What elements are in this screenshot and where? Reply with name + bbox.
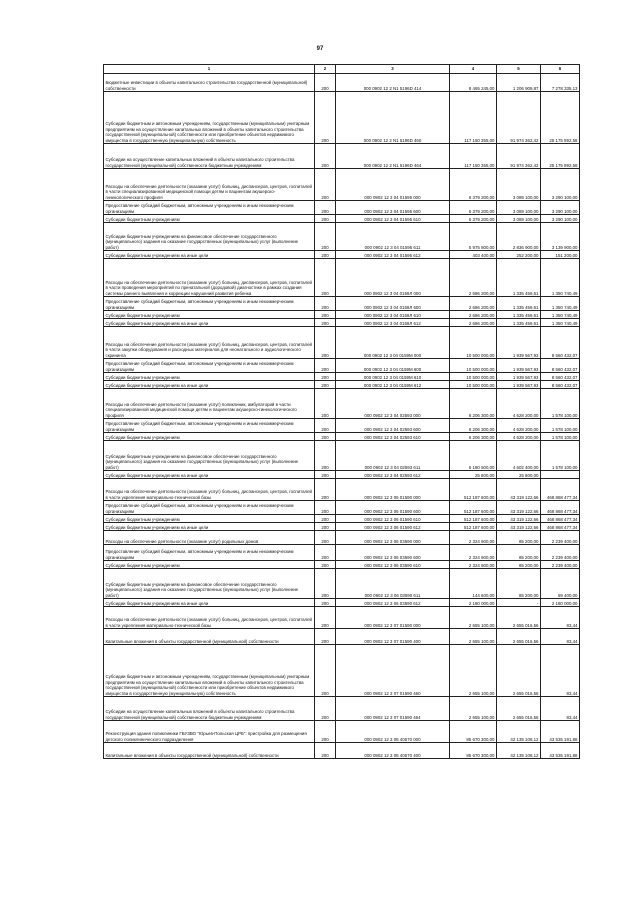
- row-unexecuted-cell: 468 868 477,34: [541, 523, 580, 531]
- row-executed-cell: 85 200,00: [497, 531, 541, 545]
- row-executed-cell: 2 836 900,00: [497, 223, 541, 251]
- row-name-cell: Предоставление субсидий бюджетным, автономным учреждениям и иным некоммерческим организациям: [104, 201, 315, 215]
- row-unexecuted-cell: 1 578 100,00: [541, 441, 580, 471]
- table-row: [104, 389, 580, 419]
- row-budget-code-cell: 000 0902 12 3 06 03590 611: [336, 569, 450, 599]
- row-budget-code-cell: 000 0902 12 3 04 0159Л 000: [336, 259, 450, 297]
- table-row: [104, 297, 580, 311]
- row-line-code-cell: 200: [315, 92, 336, 144]
- row-executed-cell: 43 319 122,66: [497, 479, 541, 501]
- row-name-cell: Субсидии бюджетным учреждениям на финансовое обеспечение государственного (муниципального) задания на оказание государственных (муниципальных) услуг (выполнение работ): [104, 441, 315, 471]
- row-budget-code-cell: 000 0902 12 2 N1 5196D 460: [336, 92, 450, 144]
- row-line-code-cell: 200: [315, 743, 336, 759]
- row-budget-code-cell: 000 0902 12 3 04 0159Л 610: [336, 311, 450, 319]
- row-name-cell: Субсидии на осуществление капитальных вложений в объекты капитального строительства государственной (муниципальной) собственности бюджетным учреждениям: [104, 144, 315, 169]
- row-name-cell: Расходы на обеспечение деятельности (оказание услуг) больниц, диспансеров, центров, госпиталей в части закупки оборудования и расходных материалов для неонатального и аудиологического скрининга: [104, 327, 315, 359]
- row-approved-cell: 6 206 300,00: [450, 389, 497, 419]
- row-budget-code-cell: 000 0902 12 3 06 01590 000: [336, 479, 450, 501]
- row-name-cell: Капитальные вложения в объекты государственной (муниципальной) собственности: [104, 743, 315, 759]
- column-5-header: 5: [497, 65, 541, 74]
- row-executed-cell: 4 602 400,00: [497, 441, 541, 471]
- row-budget-code-cell: 000 0902 12 3 06 03590 600: [336, 545, 450, 561]
- row-executed-cell: 1 939 567,93: [497, 381, 541, 389]
- row-unexecuted-cell: 83,44: [541, 697, 580, 721]
- row-budget-code-cell: 000 0902 12 3 04 01595 600: [336, 201, 450, 215]
- row-approved-cell: 144 600,00: [450, 569, 497, 599]
- column-6-header: 6: [541, 65, 580, 74]
- row-executed-cell: 252 200,00: [497, 251, 541, 259]
- row-budget-code-cell: 000 0902 12 3 04 0159М 610: [336, 373, 450, 381]
- row-approved-cell: 403 400,00: [450, 251, 497, 259]
- row-line-code-cell: 200: [315, 607, 336, 629]
- table-header: [104, 65, 580, 74]
- table-row: [104, 201, 580, 215]
- row-unexecuted-cell: 468 868 477,34: [541, 501, 580, 515]
- row-approved-cell: 2 655 100,00: [450, 697, 497, 721]
- row-budget-code-cell: 000 0902 12 2 N1 5196D 464: [336, 144, 450, 169]
- row-unexecuted-cell: 3 290 100,00: [541, 215, 580, 223]
- row-approved-cell: 85 670 300,00: [450, 743, 497, 759]
- row-budget-code-cell: 000 0902 12 3 06 03590 000: [336, 531, 450, 545]
- row-budget-code-cell: 000 0902 12 3 04 01595 000: [336, 169, 450, 201]
- row-executed-cell: 43 319 122,66: [497, 501, 541, 515]
- row-name-cell: Субсидии бюджетным учреждениям на финансовое обеспечение государственного (муниципального) задания на оказание государственных (муниципальных) услуг (выполнение работ): [104, 223, 315, 251]
- row-line-code-cell: 200: [315, 531, 336, 545]
- row-budget-code-cell: 000 0902 12 3 04 02593 611: [336, 441, 450, 471]
- row-executed-cell: 1 335 459,51: [497, 311, 541, 319]
- row-unexecuted-cell: 83,44: [541, 607, 580, 629]
- row-name-cell: Субсидии бюджетным учреждениям: [104, 215, 315, 223]
- row-name-cell: Бюджетные инвестиции в объекты капитального строительства государственной (муниципальной) собственности: [104, 74, 315, 92]
- row-approved-cell: 2 324 600,00: [450, 545, 497, 561]
- table-row: [104, 251, 580, 259]
- row-line-code-cell: 200: [315, 201, 336, 215]
- row-line-code-cell: 200: [315, 373, 336, 381]
- row-unexecuted-cell: 25 175 992,58: [541, 144, 580, 169]
- row-approved-cell: 2 324 600,00: [450, 561, 497, 569]
- row-executed-cell: 3 089 100,00: [497, 201, 541, 215]
- table-row: [104, 144, 580, 169]
- table-row: [104, 441, 580, 471]
- row-approved-cell: 512 187 600,00: [450, 515, 497, 523]
- row-approved-cell: 2 655 100,00: [450, 629, 497, 645]
- row-approved-cell: 8 465 245,00: [450, 74, 497, 92]
- table-row: [104, 169, 580, 201]
- row-name-cell: Расходы на обеспечение деятельности (оказание услуг) больниц, диспансеров, центров, госпиталей в части специализированной медицинской помощи детям и пациентам акушерско-гинекологического профиля: [104, 169, 315, 201]
- row-line-code-cell: 200: [315, 319, 336, 327]
- column-3-header: 3: [336, 65, 450, 74]
- row-executed-cell: 4 628 200,00: [497, 433, 541, 441]
- table-row: [104, 359, 580, 373]
- row-budget-code-cell: 000 0902 12 3 08 40570 400: [336, 743, 450, 759]
- row-executed-cell: 1 939 567,93: [497, 359, 541, 373]
- row-unexecuted-cell: 8 560 432,07: [541, 373, 580, 381]
- table-row: [104, 223, 580, 251]
- row-line-code-cell: 200: [315, 381, 336, 389]
- row-name-cell: Предоставление субсидий бюджетным, автономным учреждениям и иным некоммерческим организациям: [104, 545, 315, 561]
- row-budget-code-cell: 000 0902 12 3 06 03590 610: [336, 561, 450, 569]
- row-unexecuted-cell: 1 578 100,00: [541, 419, 580, 433]
- table-row: [104, 373, 580, 381]
- row-unexecuted-cell: 8 560 432,07: [541, 381, 580, 389]
- row-line-code-cell: 200: [315, 569, 336, 599]
- row-executed-cell: 2 655 016,56: [497, 645, 541, 697]
- row-approved-cell: 85 670 300,00: [450, 721, 497, 743]
- row-executed-cell: 2 655 016,56: [497, 697, 541, 721]
- row-approved-cell: 6 206 300,00: [450, 419, 497, 433]
- row-name-cell: Субсидии бюджетным учреждениям: [104, 311, 315, 319]
- row-approved-cell: 6 206 300,00: [450, 433, 497, 441]
- row-budget-code-cell: 000 0902 12 3 04 0159Л 600: [336, 297, 450, 311]
- row-executed-cell: 1 335 459,51: [497, 319, 541, 327]
- table-row: [104, 501, 580, 515]
- table-row: [104, 531, 580, 545]
- row-approved-cell: 2 686 200,00: [450, 297, 497, 311]
- row-unexecuted-cell: 1 350 740,49: [541, 311, 580, 319]
- row-approved-cell: 10 500 000,00: [450, 359, 497, 373]
- row-name-cell: Субсидии бюджетным учреждениям: [104, 433, 315, 441]
- row-line-code-cell: 200: [315, 169, 336, 201]
- row-unexecuted-cell: 1 578 100,00: [541, 389, 580, 419]
- row-line-code-cell: 200: [315, 545, 336, 561]
- row-unexecuted-cell: 83,44: [541, 645, 580, 697]
- row-executed-cell: 43 319 122,66: [497, 523, 541, 531]
- row-line-code-cell: 200: [315, 471, 336, 479]
- budget-execution-table: [103, 64, 580, 759]
- row-approved-cell: 512 187 600,00: [450, 501, 497, 515]
- row-line-code-cell: 200: [315, 599, 336, 607]
- row-budget-code-cell: 000 0902 12 3 04 02593 600: [336, 419, 450, 433]
- row-budget-code-cell: 000 0902 12 3 06 03590 612: [336, 599, 450, 607]
- row-executed-cell: 2 655 016,56: [497, 607, 541, 629]
- row-executed-cell: -: [497, 599, 541, 607]
- row-name-cell: Субсидии бюджетным и автономным учреждениям, государственным (муниципальным) унитарным предприятиям на осуществление капитальных вложений в объекты капитального строительства государственной (муниципальной) собственности или приобретение объектов недвижимого имущества в государственную (муниципальную) собственность: [104, 645, 315, 697]
- row-name-cell: Расходы на обеспечение деятельности (оказание услуг) родильных домов: [104, 531, 315, 545]
- row-unexecuted-cell: 3 290 100,00: [541, 201, 580, 215]
- row-unexecuted-cell: 1 350 740,49: [541, 297, 580, 311]
- column-1-header: 1: [104, 65, 315, 74]
- row-line-code-cell: 200: [315, 501, 336, 515]
- row-name-cell: Субсидии бюджетным учреждениям на иные цели: [104, 251, 315, 259]
- row-name-cell: Реконструкция здания поликлиники ГБУЗВО "Юрьев-Польская ЦРБ": пристройка для размещения детского поликлинического подразделения: [104, 721, 315, 743]
- table-row: [104, 471, 580, 479]
- row-line-code-cell: 200: [315, 441, 336, 471]
- row-unexecuted-cell: 468 868 477,34: [541, 479, 580, 501]
- row-name-cell: Субсидии бюджетным учреждениям на финансовое обеспечение государственного (муниципального) задания на оказание государственных (муниципальных) услуг (выполнение работ): [104, 569, 315, 599]
- table-row: [104, 433, 580, 441]
- row-line-code-cell: 200: [315, 561, 336, 569]
- row-unexecuted-cell: 1 350 740,49: [541, 319, 580, 327]
- row-executed-cell: 91 974 362,42: [497, 92, 541, 144]
- row-line-code-cell: 200: [315, 721, 336, 743]
- row-line-code-cell: 200: [315, 645, 336, 697]
- row-budget-code-cell: 000 0902 12 3 04 0159М 000: [336, 327, 450, 359]
- row-approved-cell: 2 686 200,00: [450, 319, 497, 327]
- row-name-cell: Субсидии бюджетным учреждениям: [104, 561, 315, 569]
- table-row: [104, 607, 580, 629]
- table-row: [104, 629, 580, 645]
- row-unexecuted-cell: 2 239 400,00: [541, 545, 580, 561]
- row-line-code-cell: 200: [315, 74, 336, 92]
- row-name-cell: Субсидии бюджетным учреждениям на иные цели: [104, 523, 315, 531]
- row-budget-code-cell: 000 0902 12 3 04 0159Л 612: [336, 319, 450, 327]
- table-row: [104, 545, 580, 561]
- row-budget-code-cell: 000 0902 12 3 08 40570 000: [336, 721, 450, 743]
- table-row: [104, 599, 580, 607]
- column-4-header: 4: [450, 65, 497, 74]
- row-executed-cell: 25 800,00: [497, 471, 541, 479]
- row-executed-cell: 85 200,00: [497, 569, 541, 599]
- row-name-cell: Расходы на обеспечение деятельности (оказание услуг) больниц, диспансеров, центров, госпиталей в части укрепления материально-технической базы: [104, 607, 315, 629]
- row-line-code-cell: 200: [315, 144, 336, 169]
- row-approved-cell: 117 150 355,00: [450, 144, 497, 169]
- row-budget-code-cell: 000 0902 12 3 04 0159М 612: [336, 381, 450, 389]
- table-row: [104, 743, 580, 759]
- row-unexecuted-cell: [541, 471, 580, 479]
- row-unexecuted-cell: 468 868 477,34: [541, 515, 580, 523]
- row-unexecuted-cell: 2 239 400,00: [541, 531, 580, 545]
- row-line-code-cell: 200: [315, 629, 336, 645]
- row-unexecuted-cell: 1 350 740,49: [541, 259, 580, 297]
- row-executed-cell: 1 939 567,93: [497, 327, 541, 359]
- row-unexecuted-cell: 2 239 400,00: [541, 561, 580, 569]
- row-line-code-cell: 200: [315, 311, 336, 319]
- row-approved-cell: 2 686 200,00: [450, 259, 497, 297]
- row-executed-cell: 4 628 200,00: [497, 389, 541, 419]
- row-line-code-cell: 200: [315, 359, 336, 373]
- column-number-row: [104, 65, 580, 74]
- row-name-cell: Капитальные вложения в объекты государственной (муниципальной) собственности: [104, 629, 315, 645]
- row-unexecuted-cell: 151 200,00: [541, 251, 580, 259]
- row-executed-cell: 1 335 459,51: [497, 297, 541, 311]
- row-approved-cell: 512 187 600,00: [450, 479, 497, 501]
- row-unexecuted-cell: 59 400,00: [541, 569, 580, 599]
- row-executed-cell: 3 089 100,00: [497, 215, 541, 223]
- row-budget-code-cell: 000 0902 12 3 04 02593 612: [336, 471, 450, 479]
- row-budget-code-cell: 000 0902 12 3 04 01595 611: [336, 223, 450, 251]
- row-executed-cell: 85 200,00: [497, 545, 541, 561]
- row-name-cell: Предоставление субсидий бюджетным, автономным учреждениям и иным некоммерческим организациям: [104, 501, 315, 515]
- table-row: [104, 215, 580, 223]
- row-line-code-cell: 200: [315, 251, 336, 259]
- row-approved-cell: 6 379 200,00: [450, 215, 497, 223]
- table-row: [104, 74, 580, 92]
- row-unexecuted-cell: 25 175 992,58: [541, 92, 580, 144]
- table-row: [104, 327, 580, 359]
- row-line-code-cell: 200: [315, 479, 336, 501]
- row-name-cell: Субсидии бюджетным учреждениям на иные цели: [104, 599, 315, 607]
- row-approved-cell: 2 655 100,00: [450, 607, 497, 629]
- row-name-cell: Субсидии бюджетным учреждениям на иные цели: [104, 381, 315, 389]
- row-line-code-cell: 200: [315, 215, 336, 223]
- row-budget-code-cell: 000 0902 12 3 07 01590 460: [336, 645, 450, 697]
- row-name-cell: Расходы на обеспечение деятельности (оказание услуг) поликлиник, амбулаторий в части специализированной медицинской помощи детям и пациентам акушерско-гинекологического профиля: [104, 389, 315, 419]
- row-unexecuted-cell: 3 290 100,00: [541, 169, 580, 201]
- row-name-cell: Расходы на обеспечение деятельности (оказание услуг) больниц, диспансеров, центров, госпиталей в части укрепления материально-технической базы: [104, 479, 315, 501]
- row-budget-code-cell: 000 0902 12 3 04 0159М 600: [336, 359, 450, 373]
- row-line-code-cell: 200: [315, 297, 336, 311]
- row-approved-cell: 5 975 800,00: [450, 223, 497, 251]
- row-line-code-cell: 200: [315, 515, 336, 523]
- row-name-cell: Субсидии бюджетным учреждениям: [104, 515, 315, 523]
- row-budget-code-cell: 000 0902 12 3 04 01595 610: [336, 215, 450, 223]
- table-row: [104, 419, 580, 433]
- table-row: [104, 319, 580, 327]
- row-line-code-cell: 200: [315, 259, 336, 297]
- row-executed-cell: 4 628 200,00: [497, 419, 541, 433]
- row-name-cell: Расходы на обеспечение деятельности (оказание услуг) больниц, диспансеров, центров, госпиталей в части проведения мероприятий по пренатальной (дородовой) диагностике в рамках создания системы раннего выявления и коррекции нарушений развития ребенка: [104, 259, 315, 297]
- row-name-cell: Субсидии бюджетным учреждениям на иные цели: [104, 471, 315, 479]
- row-unexecuted-cell: 8 560 432,07: [541, 327, 580, 359]
- table-row: [104, 311, 580, 319]
- row-budget-code-cell: 000 0902 12 3 04 02593 000: [336, 389, 450, 419]
- row-approved-cell: 2 655 100,00: [450, 645, 497, 697]
- row-budget-code-cell: 000 0902 12 3 06 01590 600: [336, 501, 450, 515]
- row-budget-code-cell: 000 0902 12 3 04 02593 610: [336, 433, 450, 441]
- row-approved-cell: 10 500 000,00: [450, 327, 497, 359]
- row-name-cell: Предоставление субсидий бюджетным, автономным учреждениям и иным некоммерческим организациям: [104, 359, 315, 373]
- table-row: [104, 523, 580, 531]
- row-approved-cell: 117 150 355,00: [450, 92, 497, 144]
- row-unexecuted-cell: 7 278 335,13: [541, 74, 580, 92]
- row-approved-cell: 10 500 000,00: [450, 373, 497, 381]
- row-budget-code-cell: 000 0902 12 2 N1 5196D 414: [336, 74, 450, 92]
- row-approved-cell: 25 800,00: [450, 471, 497, 479]
- row-line-code-cell: 200: [315, 419, 336, 433]
- table-row: [104, 645, 580, 697]
- row-approved-cell: 6 379 200,00: [450, 201, 497, 215]
- row-executed-cell: 1 335 459,51: [497, 259, 541, 297]
- row-line-code-cell: 200: [315, 389, 336, 419]
- row-unexecuted-cell: 43 535 191,88: [541, 743, 580, 759]
- table-row: [104, 515, 580, 523]
- row-line-code-cell: 200: [315, 523, 336, 531]
- row-unexecuted-cell: 1 578 100,00: [541, 433, 580, 441]
- row-executed-cell: 42 135 108,12: [497, 721, 541, 743]
- row-unexecuted-cell: 8 560 432,07: [541, 359, 580, 373]
- row-approved-cell: 2 686 200,00: [450, 311, 497, 319]
- row-approved-cell: 2 180 000,00: [450, 599, 497, 607]
- row-name-cell: Субсидии на осуществление капитальных вложений в объекты капитального строительства государственной (муниципальной) собственности бюджетным учреждениям: [104, 697, 315, 721]
- row-executed-cell: 2 655 016,56: [497, 629, 541, 645]
- row-executed-cell: 85 200,00: [497, 561, 541, 569]
- row-budget-code-cell: 000 0902 12 3 07 01590 000: [336, 607, 450, 629]
- row-executed-cell: 3 089 100,00: [497, 169, 541, 201]
- row-executed-cell: 1 206 909,87: [497, 74, 541, 92]
- table-row: [104, 259, 580, 297]
- table-row: [104, 569, 580, 599]
- row-name-cell: Предоставление субсидий бюджетным, автономным учреждениям и иным некоммерческим организациям: [104, 297, 315, 311]
- column-2-header: 2: [315, 65, 336, 74]
- row-line-code-cell: 200: [315, 223, 336, 251]
- row-name-cell: Субсидии бюджетным учреждениям на иные цели: [104, 319, 315, 327]
- table-row: [104, 92, 580, 144]
- row-unexecuted-cell: 2 180 000,00: [541, 599, 580, 607]
- row-budget-code-cell: 000 0902 12 3 06 01590 610: [336, 515, 450, 523]
- row-approved-cell: 512 187 600,00: [450, 523, 497, 531]
- row-name-cell: Субсидии бюджетным учреждениям: [104, 373, 315, 381]
- row-name-cell: Субсидии бюджетным и автономным учреждениям, государственным (муниципальным) унитарным предприятиям на осуществление капитальных вложений в объекты капитального строительства государственной (муниципальной) собственности или приобретение объектов недвижимого имущества в государственную (муниципальную) собственность: [104, 92, 315, 144]
- row-budget-code-cell: 000 0902 12 3 04 01595 612: [336, 251, 450, 259]
- row-unexecuted-cell: 3 139 900,00: [541, 223, 580, 251]
- table-row: [104, 381, 580, 389]
- row-executed-cell: 91 974 362,42: [497, 144, 541, 169]
- table-row: [104, 561, 580, 569]
- row-line-code-cell: 200: [315, 327, 336, 359]
- row-executed-cell: 43 319 122,66: [497, 515, 541, 523]
- page-number: 97: [316, 46, 324, 52]
- row-executed-cell: 42 135 108,12: [497, 743, 541, 759]
- row-executed-cell: 1 939 567,93: [497, 373, 541, 381]
- row-approved-cell: 10 500 000,00: [450, 381, 497, 389]
- table-row: [104, 479, 580, 501]
- row-unexecuted-cell: 83,44: [541, 629, 580, 645]
- row-approved-cell: 6 379 200,00: [450, 169, 497, 201]
- row-budget-code-cell: 000 0902 12 3 07 01590 400: [336, 629, 450, 645]
- row-name-cell: Предоставление субсидий бюджетным, автономным учреждениям и иным некоммерческим организациям: [104, 419, 315, 433]
- row-approved-cell: 6 180 500,00: [450, 441, 497, 471]
- table-body: [104, 74, 580, 759]
- row-budget-code-cell: 000 0902 12 3 07 01590 464: [336, 697, 450, 721]
- row-approved-cell: 2 324 600,00: [450, 531, 497, 545]
- row-budget-code-cell: 000 0902 12 3 06 01590 612: [336, 523, 450, 531]
- table-row: [104, 697, 580, 721]
- row-line-code-cell: 200: [315, 697, 336, 721]
- table-row: [104, 721, 580, 743]
- row-line-code-cell: 200: [315, 433, 336, 441]
- row-unexecuted-cell: 43 535 191,88: [541, 721, 580, 743]
